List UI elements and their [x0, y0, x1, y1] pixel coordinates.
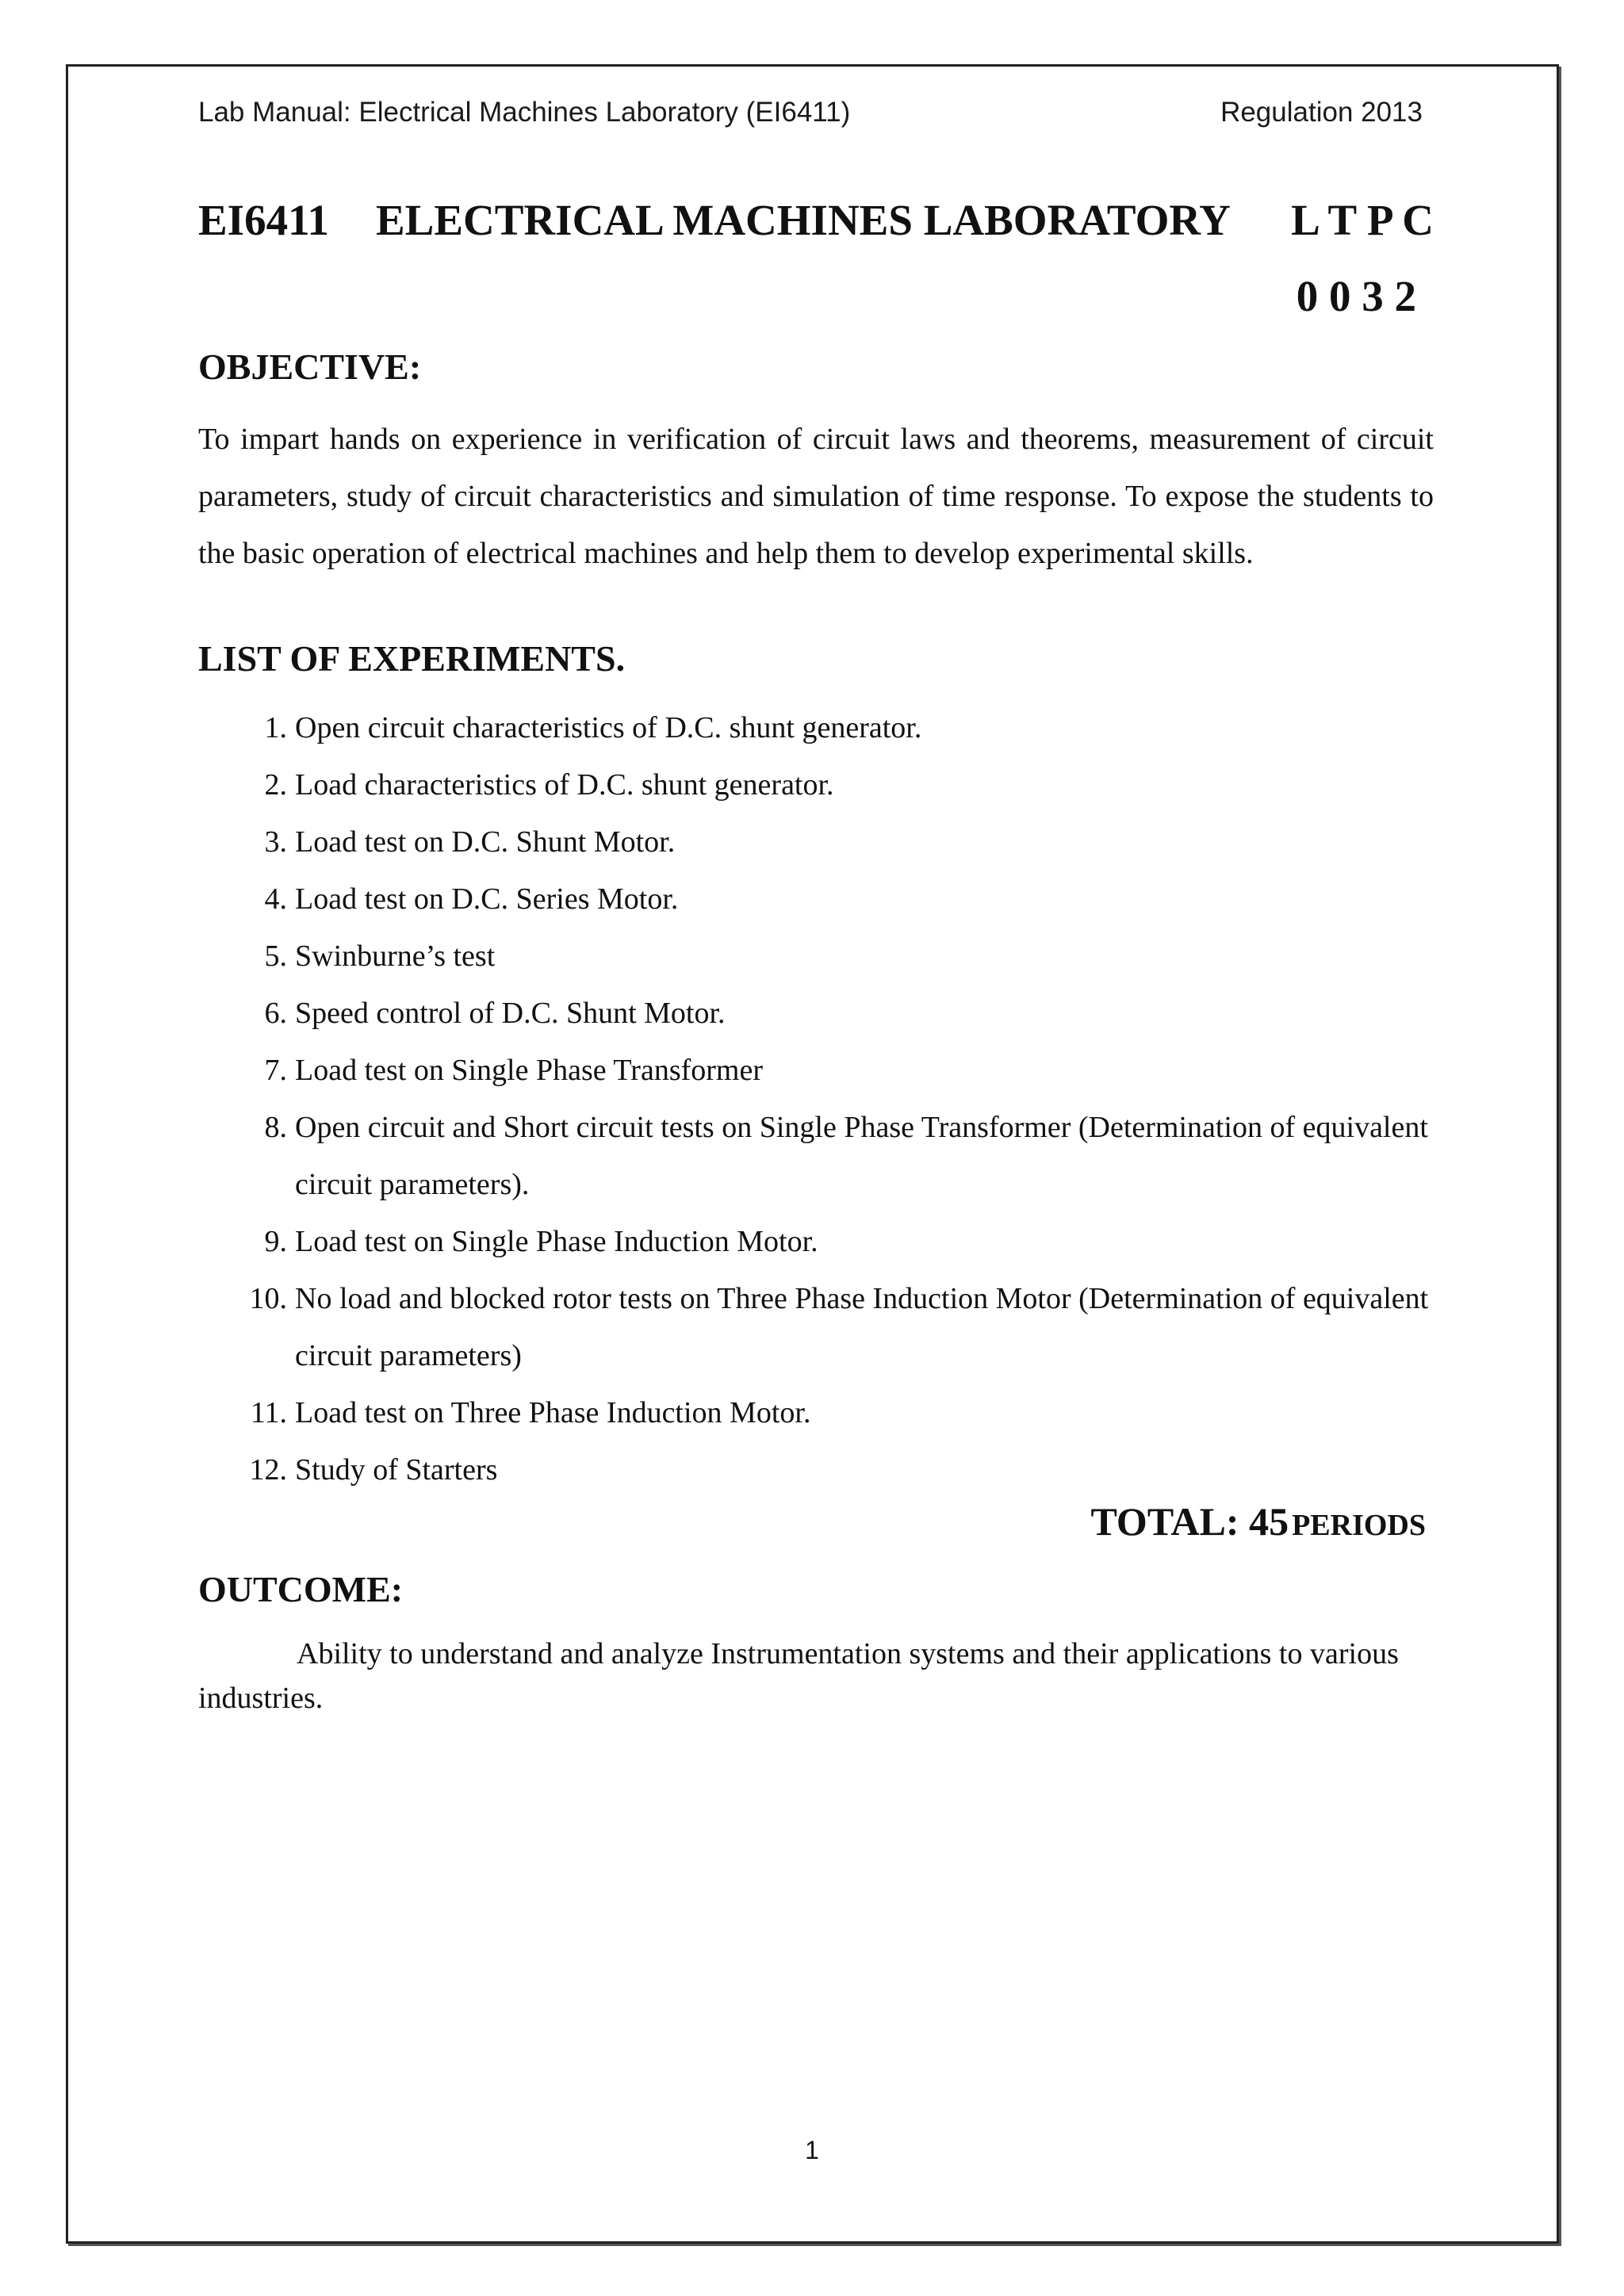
experiment-text: Speed control of D.C. Shunt Motor. — [295, 997, 726, 1030]
experiment-text: Open circuit characteristics of D.C. shunt generator. — [295, 711, 922, 744]
experiment-item — [238, 813, 1435, 871]
experiment-item — [238, 699, 1435, 756]
experiment-text: Load test on Single Phase Transformer — [295, 1054, 764, 1087]
experiment-number: 3. — [264, 825, 287, 859]
experiment-item — [238, 756, 1435, 813]
experiment-number: 12. — [249, 1453, 287, 1487]
course-title: ELECTRICAL MACHINES LABORATORY — [376, 196, 1231, 244]
experiment-number: 4. — [264, 882, 287, 916]
experiment-item — [238, 871, 1435, 928]
objective-heading: OBJECTIVE: — [198, 346, 422, 387]
header-manual-title: Lab Manual: Electrical Machines Laboratory (EI6411) — [198, 97, 851, 128]
experiment-text: Load characteristics of D.C. shunt generator. — [295, 768, 834, 802]
experiment-number: 2. — [264, 768, 287, 802]
experiment-text: Load test on D.C. Series Motor. — [295, 882, 679, 916]
experiment-item — [238, 1270, 1435, 1384]
running-header — [198, 97, 1423, 136]
experiment-item — [238, 1441, 1435, 1498]
total-periods — [1090, 1498, 1426, 1544]
experiment-text: Study of Starters — [295, 1453, 498, 1487]
course-title-line — [198, 195, 1434, 251]
experiment-item — [238, 985, 1435, 1042]
total-unit: PERIODS — [1292, 1509, 1426, 1542]
ltpc-values: 0 0 3 2 — [1296, 272, 1416, 320]
ltpc-label: L T P C — [1291, 196, 1434, 244]
objective-text: To impart hands on experience in verification of circuit laws and theorems, measurement of circuit parameters, study of circuit characteristics and simulation of time response. To expose the students to the basic operation of electrical machines and help them to develop experimental skills. — [198, 423, 1434, 570]
course-code: EI6411 — [198, 196, 330, 244]
experiment-item — [238, 928, 1435, 985]
experiment-item — [238, 1099, 1435, 1213]
experiment-item — [238, 1042, 1435, 1099]
experiment-number: 5. — [264, 939, 287, 973]
page-number: 1 — [805, 2136, 819, 2164]
experiment-item — [238, 1213, 1435, 1270]
experiment-number: 11. — [250, 1396, 287, 1429]
experiment-text: Load test on D.C. Shunt Motor. — [295, 825, 676, 859]
header-regulation: Regulation 2013 — [1220, 97, 1423, 128]
outcome-heading: OUTCOME: — [198, 1569, 404, 1609]
experiment-text: No load and blocked rotor tests on Three Phase Induction Motor (Determination of equivalent circuit parameters) — [295, 1282, 1429, 1372]
experiment-number: 7. — [264, 1054, 287, 1087]
experiment-list — [238, 699, 1435, 1498]
experiment-text: Load test on Three Phase Induction Motor. — [295, 1396, 811, 1429]
experiments-heading: LIST OF EXPERIMENTS. — [198, 638, 626, 679]
experiment-number: 10. — [249, 1282, 287, 1315]
total-label: TOTAL: 45 — [1090, 1499, 1289, 1544]
experiment-text: Open circuit and Short circuit tests on Single Phase Transformer (Determination of equivalent circuit parameters). — [295, 1111, 1428, 1201]
experiment-number: 6. — [264, 997, 287, 1030]
experiment-item — [238, 1384, 1435, 1441]
experiment-number: 1. — [264, 711, 287, 744]
experiment-number: 8. — [264, 1111, 287, 1144]
experiment-text: Load test on Single Phase Induction Motor. — [295, 1225, 818, 1258]
experiment-text: Swinburne’s test — [295, 939, 496, 973]
outcome-text: Ability to understand and analyze Instrumentation systems and their applications to various industries. — [198, 1637, 1399, 1715]
experiment-number: 9. — [264, 1225, 287, 1258]
